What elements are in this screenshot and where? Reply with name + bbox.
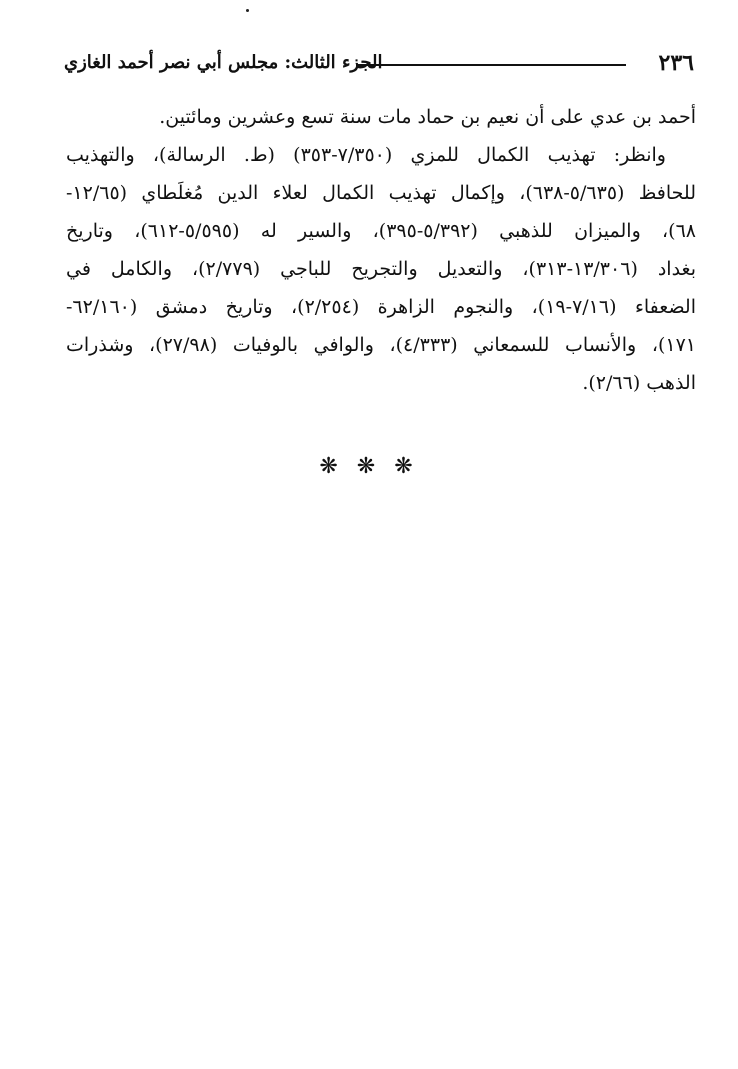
running-title: الجزء الثالث: مجلس أبي نصر أحمد الغازي <box>64 52 383 73</box>
text-line: وانظر: تهذيب الكمال للمزي (٧/٣٥٠-٣٥٣) (ط. الرسالة)، والتهذيب <box>66 144 666 166</box>
text-line: الذهب (٢/٦٦). <box>582 372 696 394</box>
text-line: للحافظ (٥/٦٣٥-٦٣٨)، وإكمال تهذيب الكمال لعلاء الدين مُغلَطاي (١٢/٦٥- <box>66 182 696 204</box>
text-line: الضعفاء (٧/١٦-١٩)، والنجوم الزاهرة (٢/٢٥٤)، وتاريخ دمشق (٦٢/١٦٠- <box>66 296 696 318</box>
section-separator: ❋ ❋ ❋ <box>319 454 419 479</box>
page-number: ٢٣٦ <box>658 50 694 76</box>
text-line: ١٧١)، والأنساب للسمعاني (٤/٣٣٣)، والوافي بالوفيات (٢٧/٩٨)، وشذرات <box>66 334 696 356</box>
scan-speck <box>246 9 249 12</box>
header-rule <box>356 64 626 66</box>
page-header <box>64 48 694 82</box>
text-line: ٦٨)، والميزان للذهبي (٥/٣٩٢-٣٩٥)، والسير له (٥/٥٩٥-٦١٢)، وتاريخ <box>66 220 696 242</box>
text-line: أحمد بن عدي على أن نعيم بن حماد مات سنة تسع وعشرين ومائتين. <box>159 106 696 128</box>
body-text <box>66 98 696 402</box>
text-line: بغداد (١٣/٣٠٦-٣١٣)، والتعديل والتجريح للباجي (٢/٧٧٩)، والكامل في <box>66 258 697 280</box>
